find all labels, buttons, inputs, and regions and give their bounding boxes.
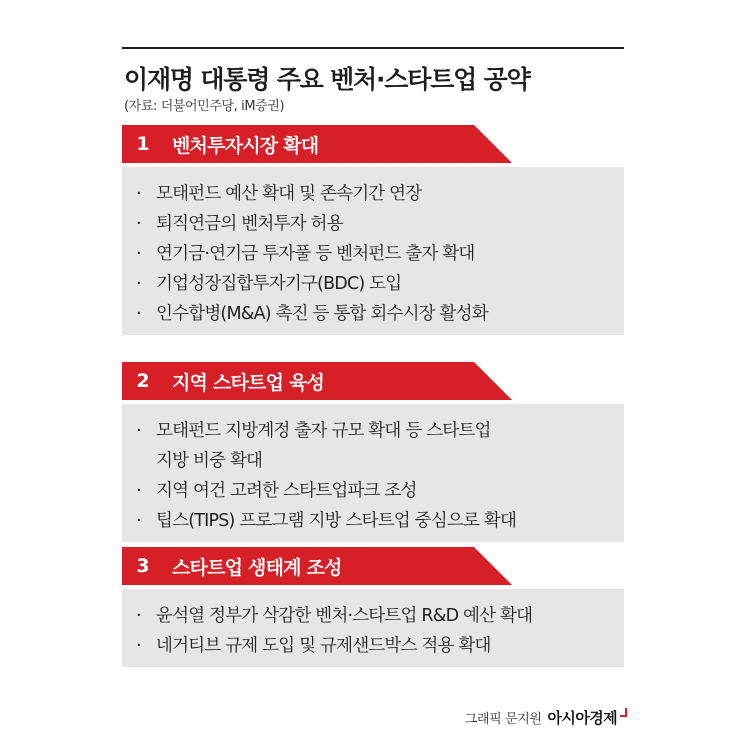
section-body xyxy=(122,167,624,335)
list-item: · 퇴직연금의 벤처투자 허용 xyxy=(134,209,614,239)
section-title: 스타트업 생태계 조성 xyxy=(172,556,342,579)
section-header xyxy=(122,547,624,585)
list-item: · 팁스(TIPS) 프로그램 지방 스타트업 중심으로 확대 xyxy=(134,506,614,536)
section-title: 벤처투자시장 확대 xyxy=(172,134,319,157)
section-startup-ecosystem xyxy=(122,547,624,667)
source-note: (자료: 더불어민주당, iM증권) xyxy=(124,99,285,114)
section-body xyxy=(122,404,624,542)
section-number: 1 xyxy=(136,133,150,155)
section-regional-startup xyxy=(122,362,624,542)
footer xyxy=(465,707,627,728)
section-title: 지역 스타트업 육성 xyxy=(172,371,325,394)
brand-mark-icon xyxy=(620,708,627,717)
section-body xyxy=(122,589,624,667)
list-item: · 윤석열 정부가 삭감한 벤처·스타트업 R&D 예산 확대 xyxy=(134,601,614,631)
list-item: · 인수합병(M&A) 촉진 등 통합 회수시장 활성화 xyxy=(134,299,614,329)
section-venture-market xyxy=(122,125,624,335)
top-rule xyxy=(122,47,624,49)
list-item: · 모태펀드 예산 확대 및 존속기간 연장 xyxy=(134,179,614,209)
list-item: · 기업성장집합투자기구(BDC) 도입 xyxy=(134,269,614,299)
page-title: 이재명 대통령 주요 벤처·스타트업 공약 xyxy=(124,65,530,94)
graphic-credit: 그래픽 문지원 xyxy=(464,712,542,727)
list-item-line: 모태펀드 지방계정 출자 규모 확대 등 스타트업 xyxy=(156,421,491,441)
brand-logo: 아시아경제 xyxy=(547,709,617,727)
section-number: 3 xyxy=(136,555,150,577)
list-item xyxy=(134,416,614,476)
list-item-line: 지방 비중 확대 xyxy=(156,451,263,471)
list-item: · 연기금·연기금 투자풀 등 벤처펀드 출자 확대 xyxy=(134,239,614,269)
list-item: · 지역 여건 고려한 스타트업파크 조성 xyxy=(134,476,614,506)
section-header xyxy=(122,125,624,163)
list-item: · 네거티브 규제 도입 및 규제샌드박스 적용 확대 xyxy=(134,631,614,661)
section-header xyxy=(122,362,624,400)
section-number: 2 xyxy=(136,370,150,392)
